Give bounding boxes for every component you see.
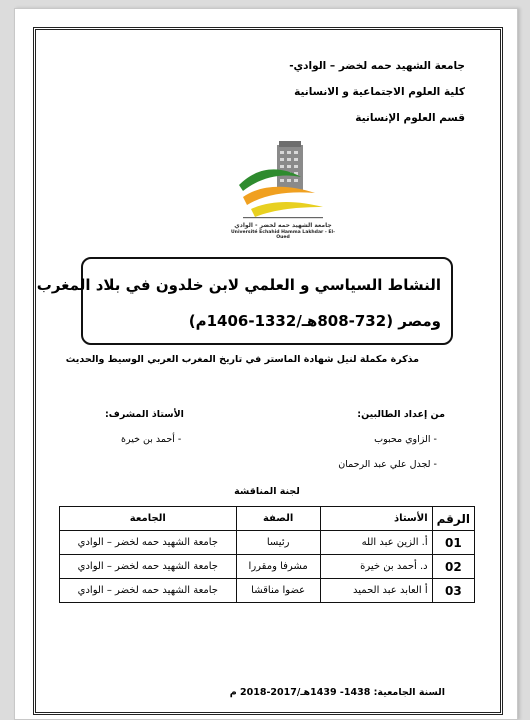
student-name: - لجدل علي عبد الرحمان: [338, 459, 437, 470]
supervisor-name: - أحمد بن خيرة: [121, 434, 182, 445]
column-header: الصفة: [236, 507, 320, 531]
table-cell: مشرفا ومقررا: [236, 555, 320, 579]
table-cell: د. أحمد بن خيرة: [320, 555, 432, 579]
table-cell: 02: [432, 555, 474, 579]
jury-table: [59, 506, 475, 603]
table-row: [60, 555, 475, 579]
column-header: الجامعة: [60, 507, 237, 531]
table-cell: رئيسا: [236, 531, 320, 555]
table-header-row: [60, 507, 475, 531]
student-name: - الزاوي محبوب: [374, 434, 437, 445]
department-name: قسم العلوم الإنسانية: [355, 112, 465, 124]
table-row: [60, 579, 475, 603]
table-cell: أ. الزين عبد الله: [320, 531, 432, 555]
table-cell: 03: [432, 579, 474, 603]
institution-header: [225, 53, 465, 131]
table-row: [60, 531, 475, 555]
supervisor-label: الأستاذ المشرف:: [105, 409, 184, 420]
table-cell: أ العابد عبد الحميد: [320, 579, 432, 603]
column-header: الأستاذ: [320, 507, 432, 531]
column-header: الرقم: [432, 507, 474, 531]
table-cell: 01: [432, 531, 474, 555]
thesis-title-line1: النشاط السياسي و العلمي لابن خلدون في بلاد المغرب: [36, 276, 441, 294]
committee-title: لجنة المناقشة: [234, 486, 300, 497]
table-cell: جامعة الشهيد حمه لخضر – الوادي: [60, 579, 237, 603]
table-cell: جامعة الشهيد حمه لخضر – الوادي: [60, 555, 237, 579]
memo-description: مذكرة مكملة لنيل شهادة الماستر في تاريخ المغرب العربي الوسيط والحديث: [65, 354, 419, 365]
students-label: من إعداد الطالبين:: [357, 409, 445, 420]
table-cell: عضوا مناقشا: [236, 579, 320, 603]
faculty-name: كلية العلوم الاجتماعية و الانسانية: [294, 86, 465, 98]
table-cell: جامعة الشهيد حمه لخضر – الوادي: [60, 531, 237, 555]
university-logo: [229, 127, 337, 240]
document-page: [14, 8, 518, 720]
university-logo-icon: [229, 127, 337, 237]
university-name: جامعة الشهيد حمه لخضر – الوادي-: [289, 60, 465, 72]
thesis-title-line2: ومصر (732-808هـ/1332-1406م): [188, 312, 441, 330]
academic-year: السنة الجامعية: 1438- 1439هـ/2017-2018 م: [229, 687, 445, 698]
logo-arabic-text: جامعة الشهيد حمه لخضر - الوادي: [234, 222, 332, 229]
logo-french-text: Université Echahid Hamma Lakhdar - El-Oued: [230, 230, 336, 240]
thesis-title-box: [36, 257, 453, 345]
